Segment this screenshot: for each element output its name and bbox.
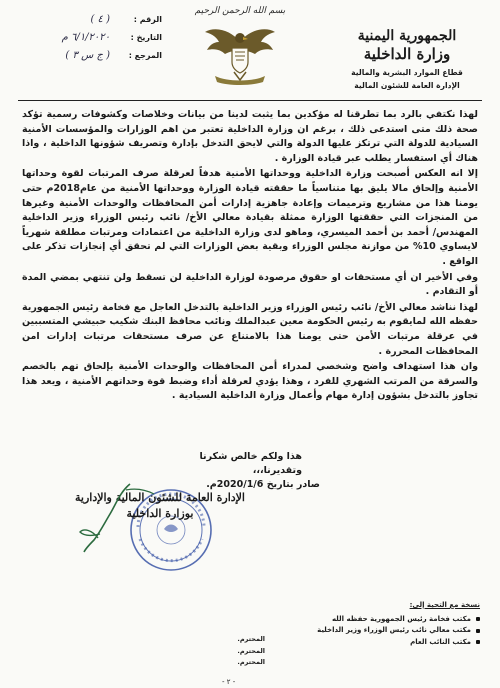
copies-title: نسخة مع التحية إلى: bbox=[409, 601, 480, 609]
handwritten-signature-icon bbox=[70, 478, 180, 558]
yemen-eagle-emblem-icon bbox=[201, 20, 279, 86]
ref-label: الرقم : bbox=[133, 14, 162, 24]
date-label: التاريخ : bbox=[130, 32, 162, 42]
letterhead-left bbox=[22, 10, 162, 64]
copies-item-label: مكتب معالي نائب رئيس الوزراء وزير الداخلية bbox=[317, 626, 471, 634]
signature-department: الإدارة العامة للشئون المالية والإدارية bbox=[75, 491, 245, 504]
republic-name: الجمهورية اليمنية bbox=[357, 28, 457, 44]
page-number: - ٢ - bbox=[222, 678, 236, 686]
thanks-line: هذا ولكم خالص شكرنا وتقديرنا،،، bbox=[199, 451, 302, 476]
date-row bbox=[22, 28, 162, 46]
paragraph-3: وفي الأخير ان أي مستحقات او حقوق مرصودة لوزارة الداخلية لن تسقط ولن تنتهي بمضي المدة أو التقادم . bbox=[22, 271, 478, 298]
ref-value: ( ٤ ) bbox=[90, 13, 110, 25]
copies-regards bbox=[225, 634, 265, 669]
ref-row bbox=[22, 10, 162, 28]
bismillah: بسم الله الرحمن الرحيم bbox=[194, 6, 286, 16]
regards-2: المحترم. bbox=[237, 646, 265, 655]
bullet-icon bbox=[476, 617, 480, 621]
copies-item-label: مكتب فخامة رئيس الجمهورية حفظه الله bbox=[331, 614, 471, 623]
regards-1: المحترم. bbox=[237, 635, 265, 643]
copies-item bbox=[220, 614, 480, 626]
paragraph-4: لهذا نناشد معالي الأخ/ نائب رئيس الوزراء وزير الداخلية بالتدخل العاجل مع فخامة رئيس الجمهورية حفظه الله لمايقوم به رئيس الحكومة معين عبدالملك ونائب محافظ البنك شكيب حبيشي المتسببين في عرقلة مرتبات الأمن حتى يومنا هذا بالامتناع عن صرف مستحقات مرتبات إدارات امن المحافظات المحررة . bbox=[22, 301, 478, 357]
bullet-icon bbox=[476, 640, 480, 644]
paragraph-1: لهذا نكتفي بالرد بما تطرقنا له مؤكدين بما يثبت لدينا من بيانات وخلاصات وكشوفات رسمية تؤكد صحة ذلك متى استدعى ذلك ، برغم ان وزارة الداخلية تعتبر من اهم الوزارات والمؤسسات الأمنية السيادية للدولة التي ترتكز عليها الدولة والتي لايحق التدخل بإدارة وتصريف شؤونها الداخلية ، واذا هناك أي استفسار يطلب عبر قيادة الوزارة . bbox=[22, 109, 478, 164]
sector-name: قطاع الموارد البشرية والمالية bbox=[351, 68, 463, 77]
letterhead-right bbox=[332, 28, 482, 92]
department-name: الإدارة العامة للشئون المالية bbox=[354, 81, 460, 90]
issue-date: صادر بتاريخ 2020/1/6م. bbox=[206, 479, 320, 490]
signature-ministry: بوزارة الداخلية bbox=[126, 507, 194, 520]
paragraph-5: وان هذا استهداف واضح وشخصي لمدراء أمن المحافظات والوحدات الأمنية بإلحاق تهم بالخصم والسرقة من المرتب الشهري للفرد ، وهذا يؤدي لعرقلة أداء وضبط قوة وحداتهم الأمنية ، ويعد هذا تجاوز بالتدخل بشؤون إدارة مهام وأعمال وزارة الداخلية السيادية . bbox=[22, 361, 478, 402]
bullet-icon bbox=[476, 629, 480, 633]
attach-row bbox=[22, 46, 162, 64]
copies-item-label: مكتب النائب العام bbox=[410, 637, 471, 646]
paragraph-2: إلا انه العكس أصبحت وزارة الداخلية ووحداتها الأمنية هدفاً لعرقلة صرف المرتبات لقوة وحداتها الأمنية وإلحاق مالا يليق بها متناسياً ما حققته قيادة الوزارة ووحداتها الأمنية من عام2018م حتى يومنا هذا من مشاريع وترميمات وإعادة جاهزية إدارات أمن المحافظات والوحدات الأمنية وغيرها من المنجزات التي حققتها الوزارة ممثلة بقيادة معالي الأخ/ نائب رئيس الوزراء وزير الداخلية المهندس/ أحمد بن أحمد الميسري، وماهو لدى وزارة الداخلية من اعتمادات ومرتبات مطلقة شهرياً لايساوي 10% من موازنة مجلس الوزراء وبقية بعض الوزارات التي لم تحقق أي إنجازات تذكر على الواقع . bbox=[22, 168, 478, 267]
ministry-name: وزارة الداخلية bbox=[363, 45, 451, 63]
attach-value: ( ج س ٣ ) bbox=[65, 49, 110, 61]
letter-body bbox=[22, 108, 478, 405]
header-divider bbox=[18, 100, 482, 101]
letterhead-center bbox=[190, 6, 290, 86]
date-value: ٦/١/٢٠٢٠ م bbox=[61, 31, 110, 43]
attach-label: المرجع : bbox=[128, 50, 162, 60]
regards-3: المحترم. bbox=[237, 658, 265, 666]
